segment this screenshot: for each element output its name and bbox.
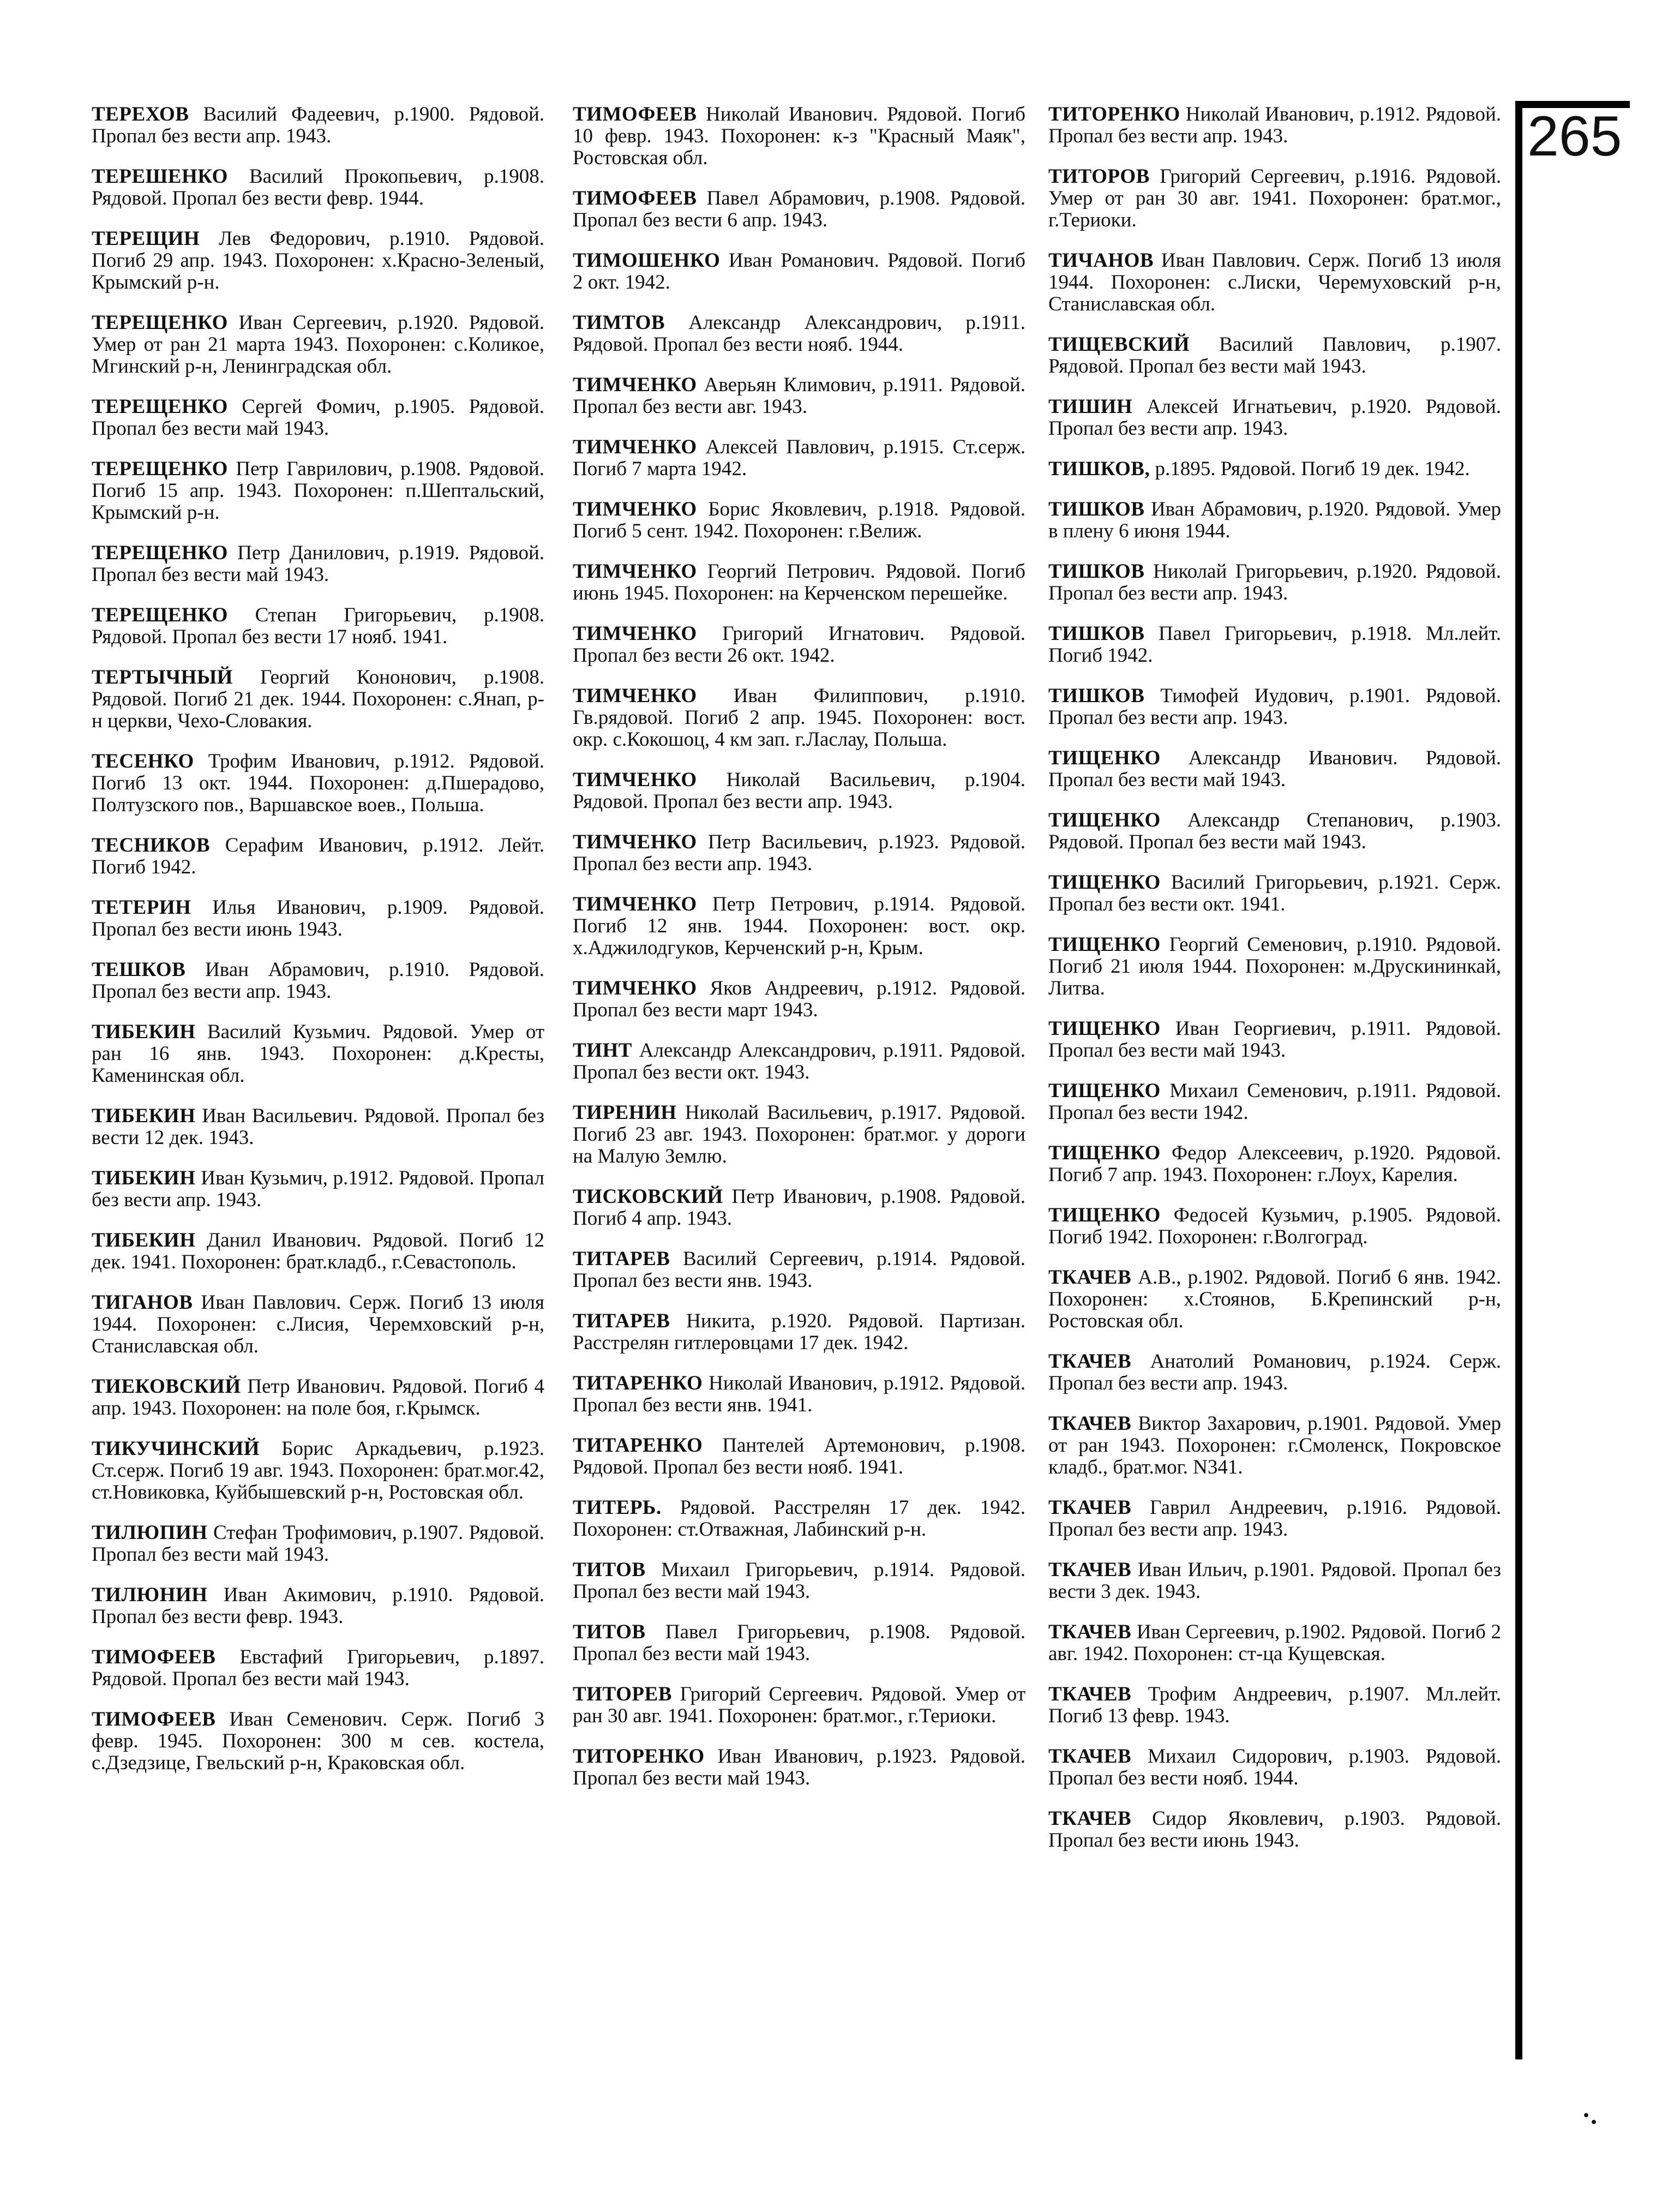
entry-surname: ТИРЕНИН [573, 1101, 677, 1124]
entry-details: Борис Аркадьевич, р.1923. Ст.серж. Погиб 19 авг. 1943. Похоронен: брат.мог.42, ст.Новиковка, Куйбышевский р-н, Ростовская обл. [92, 1438, 544, 1504]
record-entry [573, 1559, 1025, 1603]
entry-details: Иван Иванович, р.1923. Рядовой. Пропал без вести май 1943. [573, 1745, 1025, 1789]
entry-details: Аверьян Климович, р.1911. Рядовой. Пропал без вести авг. 1943. [573, 374, 1026, 418]
record-entry [573, 831, 1025, 875]
entry-details: Георгий Петрович. Рядовой. Погиб июнь 1945. Похоронен: на Керченском перешейке. [573, 560, 1026, 604]
record-entry [92, 1646, 544, 1690]
entry-details: Николай Григорьевич, р.1920. Рядовой. Пропал без вести апр. 1943. [1048, 560, 1502, 604]
entry-details: Петр Петрович, р.1914. Рядовой. Погиб 12 янв. 1944. Похоронен: вост. окр. х.Аджилодгуков, Керченский р-н, Крым. [573, 893, 1025, 959]
record-entry [1048, 1684, 1501, 1727]
entry-details: Яков Андреевич, р.1912. Рядовой. Пропал без вести март 1943. [573, 977, 1025, 1021]
entry-surname: ТИМЧЕНКО [573, 436, 697, 458]
entry-details: Георгий Семенович, р.1910. Рядовой. Погиб 21 июля 1944. Похоронен: м.Друскининкай, Литва. [1048, 933, 1501, 999]
entry-details: Павел Григорьевич, р.1908. Рядовой. Пропал без вести май 1943. [573, 1621, 1026, 1665]
record-entry [1048, 1142, 1501, 1186]
record-entry [1048, 1205, 1501, 1248]
entry-surname: ТИШКОВ, [1048, 458, 1150, 480]
record-entry [92, 1230, 544, 1273]
entry-surname: ТИМЧЕНКО [573, 622, 697, 645]
entry-surname: ТИТОРЕВ [573, 1683, 672, 1705]
entry-surname: ТИЩЕНКО [1048, 871, 1161, 894]
entry-details: Александр Александрович, р.1911. Рядовой. Пропал без вести нояб. 1944. [573, 312, 1025, 356]
entry-surname: ТИМЧЕНКО [573, 685, 697, 707]
entry-surname: ТКАЧЕВ [1048, 1412, 1132, 1435]
page-number: 265 [1527, 105, 1622, 168]
record-entry [92, 667, 544, 732]
entry-surname: ТИТАРЕНКО [573, 1372, 703, 1394]
record-entry [573, 1684, 1025, 1727]
record-entry [1048, 1351, 1501, 1394]
entry-surname: ТИЕКОВСКИЙ [92, 1375, 241, 1398]
record-entry [1048, 934, 1501, 999]
record-entry [1048, 1746, 1501, 1789]
entry-surname: ТЕРЕЩЕНКО [92, 458, 228, 480]
entry-details: Василий Григорьевич, р.1921. Серж. Пропал без вести окт. 1941. [1048, 871, 1501, 915]
entry-surname: ТИТОРЕНКО [1048, 103, 1180, 125]
entry-surname: ТИЩЕНКО [1048, 747, 1161, 769]
record-entry [1048, 623, 1501, 667]
entry-details: Николай Иванович, р.1912. Рядовой. Пропал без вести апр. 1943. [1048, 103, 1502, 147]
entries-column-3 [1048, 104, 1501, 1870]
entry-details: Иван Абрамович, р.1920. Рядовой. Умер в плену 6 июня 1944. [1048, 498, 1501, 542]
entry-details: Павел Абрамович, р.1908. Рядовой. Пропал без вести 6 апр. 1943. [573, 187, 1025, 231]
entry-details: Николай Васильевич, р.1917. Рядовой. Погиб 23 авг. 1943. Похоронен: брат.мог. у дороги на Малую Землю. [573, 1101, 1026, 1167]
record-entry [92, 458, 544, 524]
entry-details: Георгий Кононович, р.1908. Рядовой. Погиб 21 дек. 1944. Похоронен: с.Янап, р-н церкви, Чехо-Словакия. [92, 666, 544, 732]
record-entry [1048, 458, 1501, 480]
entry-surname: ТИЧАНОВ [1048, 249, 1154, 272]
record-entry [92, 1709, 544, 1774]
entry-details: Иван Семенович. Серж. Погиб 3 февр. 1945. Похоронен: 300 м сев. костела, с.Дзедзице, Гвельский р-н, Краковская обл. [92, 1708, 545, 1774]
record-entry [573, 685, 1025, 751]
entry-surname: ТИБЕКИН [92, 1105, 196, 1127]
entry-details: Евстафий Григорьевич, р.1897. Рядовой. Пропал без вести май 1943. [92, 1646, 544, 1690]
record-entry [573, 1248, 1025, 1292]
entry-surname: ТИМОФЕЕВ [92, 1708, 216, 1730]
entry-details: Василий Прокопьевич, р.1908. Рядовой. Пропал без вести февр. 1944. [92, 165, 544, 209]
entry-details: Федосей Кузьмич, р.1905. Рядовой. Погиб 1942. Похоронен: г.Волгоград. [1048, 1204, 1501, 1248]
record-entry [92, 897, 544, 941]
record-entry [1048, 1497, 1501, 1541]
record-entry [92, 104, 544, 147]
record-entry [573, 1373, 1025, 1416]
entry-surname: ТЕРЕЩЕНКО [92, 312, 228, 334]
entry-details: Петр Данилович, р.1919. Рядовой. Пропал без вести май 1943. [92, 542, 544, 586]
record-entry [573, 894, 1025, 959]
record-entry [573, 1102, 1025, 1167]
record-entry [92, 166, 544, 209]
entry-details: Анатолий Романович, р.1924. Серж. Пропал без вести апр. 1943. [1048, 1350, 1502, 1394]
entry-details: Николай Иванович. Рядовой. Погиб 10 февр. 1943. Похоронен: к-з "Красный Маяк", Ростовская обл. [573, 103, 1025, 169]
entry-details: Михаил Сидорович, р.1903. Рядовой. Пропал без вести нояб. 1944. [1048, 1745, 1501, 1789]
record-entry [1048, 1413, 1501, 1478]
entry-details: Степан Григорьевич, р.1908. Рядовой. Пропал без вести 17 нояб. 1941. [92, 604, 544, 648]
record-entry [1048, 685, 1501, 729]
entry-surname: ТКАЧЕВ [1048, 1496, 1132, 1519]
entry-details: Александр Иванович. Рядовой. Пропал без вести май 1943. [1048, 747, 1501, 791]
record-entry [573, 374, 1025, 418]
record-entry [573, 623, 1025, 667]
entry-surname: ТИМОФЕЕВ [92, 1646, 216, 1668]
record-entry [92, 312, 544, 378]
record-entry [92, 751, 544, 816]
entry-surname: ТИШКОВ [1048, 622, 1145, 645]
entry-surname: ТИЩЕНКО [1048, 1204, 1161, 1226]
record-entry [573, 1746, 1025, 1789]
entry-details: р.1895. Рядовой. Погиб 19 дек. 1942. [1155, 458, 1470, 480]
entry-details: Рядовой. Расстрелян 17 дек. 1942. Похоронен: ст.Отважная, Лабинский р-н. [573, 1496, 1025, 1541]
entry-details: Сергей Фомич, р.1905. Рядовой. Пропал без вести май 1943. [92, 396, 544, 440]
entry-details: Иван Абрамович, р.1910. Рядовой. Пропал без вести апр. 1943. [92, 959, 544, 1003]
entry-surname: ТИЩЕНКО [1048, 1080, 1161, 1102]
record-entry [92, 959, 544, 1003]
entries-column-1 [92, 104, 544, 1793]
entry-details: Гаврил Андреевич, р.1916. Рядовой. Пропал без вести апр. 1943. [1048, 1496, 1502, 1541]
entry-surname: ТЕРЕШЕНКО [92, 165, 228, 188]
entry-surname: ТИТОВ [573, 1621, 646, 1643]
entry-details: Трофим Андреевич, р.1907. Мл.лейт. Погиб 13 февр. 1943. [1048, 1683, 1502, 1727]
record-entry [92, 1292, 544, 1357]
entry-surname: ТИЩЕНКО [1048, 933, 1161, 956]
record-entry [1048, 747, 1501, 791]
record-entry [1048, 166, 1501, 231]
record-entry [573, 1435, 1025, 1478]
entry-surname: ТКАЧЕВ [1048, 1559, 1132, 1581]
entry-details: Василий Сергеевич, р.1914. Рядовой. Пропал без вести янв. 1943. [573, 1248, 1025, 1292]
record-entry [573, 312, 1025, 356]
record-entry [92, 1167, 544, 1211]
entry-details: Алексей Игнатьевич, р.1920. Рядовой. Пропал без вести апр. 1943. [1048, 396, 1502, 440]
entry-surname: ТЕШКОВ [92, 959, 186, 981]
entry-surname: ТЕСЕНКО [92, 750, 194, 772]
entry-surname: ТИТОВ [573, 1559, 646, 1581]
record-entry [573, 1186, 1025, 1230]
entry-details: Никита, р.1920. Рядовой. Партизан. Расстрелян гитлеровцами 17 дек. 1942. [573, 1310, 1025, 1354]
record-entry [92, 1438, 544, 1504]
record-entry [573, 1497, 1025, 1541]
entry-surname: ТИШКОВ [1048, 685, 1145, 707]
entry-details: Иван Романович. Рядовой. Погиб 2 окт. 1942. [573, 249, 1025, 294]
record-entry [573, 1310, 1025, 1354]
entry-surname: ТЕРЕХОВ [92, 103, 189, 125]
entry-details: Иван Кузьмич, р.1912. Рядовой. Пропал без вести апр. 1943. [92, 1167, 544, 1211]
record-entry [573, 499, 1025, 542]
record-entry [92, 604, 544, 648]
record-entry [1048, 396, 1501, 440]
record-entry [1048, 1621, 1501, 1665]
entry-surname: ТИТАРЕНКО [573, 1434, 703, 1457]
record-entry [1048, 1808, 1501, 1852]
record-entry [573, 436, 1025, 480]
entry-details: Сидор Яковлевич, р.1903. Рядовой. Пропал без вести июнь 1943. [1048, 1807, 1502, 1852]
record-entry [573, 978, 1025, 1021]
record-entry [1048, 810, 1501, 853]
entry-surname: ТИШИН [1048, 396, 1133, 418]
record-entry [92, 1584, 544, 1628]
entry-surname: ТИМОФЕЕВ [573, 103, 697, 125]
entry-surname: ТИМЧЕНКО [573, 977, 697, 999]
entry-surname: ТКАЧЕВ [1048, 1683, 1132, 1705]
entry-surname: ТИМЧЕНКО [573, 560, 697, 583]
entry-details: Василий Кузьмич. Рядовой. Умер от ран 16 янв. 1943. Похоронен: д.Кресты, Каменинская обл. [92, 1021, 545, 1087]
entry-details: Иван Сергеевич, р.1920. Рядовой. Умер от ран 21 марта 1943. Похоронен: с.Коликое, Мгинский р-н, Ленинградская обл. [92, 312, 545, 378]
record-entry [573, 250, 1025, 294]
entry-details: Трофим Иванович, р.1912. Рядовой. Погиб 13 окт. 1944. Похоронен: д.Пшерадово, Полтузского пов., Варшавское воев., Польша. [92, 750, 545, 816]
entry-surname: ТИГАНОВ [92, 1291, 193, 1314]
entry-surname: ТИМТОВ [573, 312, 665, 334]
entry-surname: ТИНТ [573, 1039, 632, 1062]
entry-details: Петр Иванович. Рядовой. Погиб 4 апр. 1943. Похоронен: на поле боя, г.Крымск. [92, 1375, 544, 1420]
entry-surname: ТИТОРОВ [1048, 165, 1150, 188]
entry-details: Александр Александрович, р.1911. Рядовой. Пропал без вести окт. 1943. [573, 1039, 1025, 1083]
record-entry [92, 542, 544, 586]
entry-surname: ТИТЕРЬ. [573, 1496, 662, 1519]
entry-details: Иван Ильич, р.1901. Рядовой. Пропал без вести 3 дек. 1943. [1048, 1559, 1502, 1603]
entry-details: Петр Васильевич, р.1923. Рядовой. Пропал без вести апр. 1943. [573, 831, 1025, 875]
entry-details: Илья Иванович, р.1909. Рядовой. Пропал без вести июнь 1943. [92, 896, 544, 941]
record-entry [1048, 1080, 1501, 1124]
entry-surname: ТИЩЕНКО [1048, 1017, 1161, 1040]
entry-surname: ТКАЧЕВ [1048, 1807, 1132, 1830]
entry-details: Лев Федорович, р.1910. Рядовой. Погиб 29 апр. 1943. Похоронен: х.Красно-Зеленый, Крымский р-н. [92, 227, 545, 294]
entry-details: Михаил Григорьевич, р.1914. Рядовой. Пропал без вести май 1943. [573, 1559, 1025, 1603]
entry-surname: ТИМЧЕНКО [573, 498, 697, 520]
record-entry [92, 1376, 544, 1420]
entry-details: Григорий Сергеевич, р.1916. Рядовой. Умер от ран 30 авг. 1941. Похоронен: брат.мог., г.Териоки. [1048, 165, 1501, 231]
entry-details: Григорий Игнатович. Рядовой. Пропал без вести 26 окт. 1942. [573, 622, 1025, 667]
entry-surname: ТИТАРЕВ [573, 1248, 670, 1270]
entry-details: Василий Павлович, р.1907. Рядовой. Пропал без вести май 1943. [1048, 333, 1501, 378]
entry-surname: ТКАЧЕВ [1048, 1621, 1132, 1643]
entry-details: Василий Фадеевич, р.1900. Рядовой. Пропал без вести апр. 1943. [92, 103, 544, 147]
entry-surname: ТИБЕКИН [92, 1167, 196, 1189]
entry-surname: ТИБЕКИН [92, 1229, 196, 1251]
entry-surname: ТЕРЕЩЕНКО [92, 542, 228, 564]
record-entry [1048, 334, 1501, 378]
entry-surname: ТЕРЕЩИН [92, 227, 200, 250]
record-entry [92, 396, 544, 440]
record-entry [573, 104, 1025, 169]
entry-surname: ТКАЧЕВ [1048, 1266, 1132, 1289]
entry-surname: ТЕРЕЩЕНКО [92, 604, 228, 626]
entry-details: Иван Павлович. Серж. Погиб 13 июля 1944. Похоронен: с.Лиски, Черемуховский р-н, Станиславская обл. [1048, 249, 1501, 315]
entry-details: Пантелей Артемонович, р.1908. Рядовой. Пропал без вести нояб. 1941. [573, 1434, 1026, 1478]
record-entry [573, 1621, 1025, 1665]
record-entry [92, 1021, 544, 1087]
record-entry [573, 1040, 1025, 1083]
entry-details: Стефан Трофимович, р.1907. Рядовой. Пропал без вести май 1943. [92, 1522, 544, 1566]
entry-surname: ТЕРТЫЧНЫЙ [92, 666, 233, 688]
entry-details: Федор Алексеевич, р.1920. Рядовой. Погиб 7 апр. 1943. Похоронен: г.Лоух, Карелия. [1048, 1142, 1502, 1186]
entry-details: Борис Яковлевич, р.1918. Рядовой. Погиб 5 сент. 1942. Похоронен: г.Велиж. [573, 498, 1025, 542]
entry-details: Тимофей Иудович, р.1901. Рядовой. Пропал без вести апр. 1943. [1048, 685, 1501, 729]
entry-surname: ТИМЧЕНКО [573, 374, 697, 396]
entry-surname: ТИЩЕНКО [1048, 809, 1161, 831]
entry-details: Виктор Захарович, р.1901. Рядовой. Умер от ран 1943. Похоронен: г.Смоленск, Покровское кладб., брат.мог. N341. [1048, 1412, 1502, 1478]
record-entry [92, 228, 544, 294]
entry-details: Серафим Иванович, р.1912. Лейт. Погиб 1942. [92, 834, 544, 878]
entry-surname: ТИСКОВСКИЙ [573, 1185, 723, 1208]
entry-details: Григорий Сергеевич. Рядовой. Умер от ран 30 авг. 1941. Похоронен: брат.мог., г.Териоки. [573, 1683, 1025, 1727]
record-entry [573, 561, 1025, 604]
entry-surname: ТИМОШЕНКО [573, 249, 721, 272]
entry-details: Иван Павлович. Серж. Погиб 13 июля 1944. Похоронен: с.Лисия, Черемховский р-н, Станиславская обл. [92, 1291, 544, 1357]
entry-details: Иван Сергеевич, р.1902. Рядовой. Погиб 2 авг. 1942. Похоронен: ст-ца Кущевская. [1048, 1621, 1502, 1665]
entry-surname: ТИМОФЕЕВ [573, 187, 697, 209]
entry-details: А.В., р.1902. Рядовой. Погиб 6 янв. 1942. Похоронен: х.Стоянов, Б.Крепинский р-н, Ростовская обл. [1048, 1266, 1502, 1332]
entry-surname: ТЕРЕЩЕНКО [92, 396, 228, 418]
record-entry [1048, 1267, 1501, 1332]
entry-surname: ТЕТЕРИН [92, 896, 191, 919]
entry-details: Алексей Павлович, р.1915. Ст.серж. Погиб 7 марта 1942. [573, 436, 1026, 480]
record-entry [1048, 1559, 1501, 1603]
record-entry [573, 769, 1025, 813]
record-entry [92, 1522, 544, 1566]
entry-surname: ТИШКОВ [1048, 498, 1145, 520]
entry-details: Иван Васильевич. Рядовой. Пропал без вести 12 дек. 1943. [92, 1105, 544, 1149]
corner-mark: ·. [1582, 2101, 1598, 2130]
entry-details: Николай Васильевич, р.1904. Рядовой. Пропал без вести апр. 1943. [573, 769, 1026, 813]
entry-surname: ТИЩЕВСКИЙ [1048, 333, 1190, 356]
entry-surname: ТИТАРЕВ [573, 1310, 670, 1332]
entry-details: Иван Филиппович, р.1910. Гв.рядовой. Погиб 2 апр. 1945. Похоронен: вост. окр. с.Кокошоц, 4 км зап. г.Ласлау, Польша. [573, 685, 1025, 751]
entry-details: Иван Акимович, р.1910. Рядовой. Пропал без вести февр. 1943. [92, 1584, 545, 1628]
entry-surname: ТИМЧЕНКО [573, 769, 697, 791]
entry-surname: ТИКУЧИНСКИЙ [92, 1438, 260, 1460]
record-entry [1048, 250, 1501, 315]
entry-surname: ТИЩЕНКО [1048, 1142, 1161, 1164]
entry-surname: ТИБЕКИН [92, 1021, 196, 1043]
entry-details: Александр Степанович, р.1903. Рядовой. Пропал без вести май 1943. [1048, 809, 1501, 853]
record-entry [1048, 104, 1501, 147]
entry-surname: ТКАЧЕВ [1048, 1745, 1132, 1768]
record-entry [573, 188, 1025, 231]
entry-details: Павел Григорьевич, р.1918. Мл.лейт. Погиб 1942. [1048, 622, 1502, 667]
entry-details: Петр Гаврилович, р.1908. Рядовой. Погиб 15 апр. 1943. Похоронен: п.Шептальский, Крымский р-н. [92, 458, 544, 524]
entry-details: Данил Иванович. Рядовой. Погиб 12 дек. 1941. Похоронен: брат.кладб., г.Севастополь. [92, 1229, 544, 1273]
entry-surname: ТИШКОВ [1048, 560, 1145, 583]
entry-details: Иван Георгиевич, р.1911. Рядовой. Пропал без вести май 1943. [1048, 1017, 1502, 1062]
entry-surname: ТИМЧЕНКО [573, 831, 697, 853]
record-entry [92, 1105, 544, 1149]
entry-details: Петр Иванович, р.1908. Рядовой. Погиб 4 апр. 1943. [573, 1185, 1025, 1230]
entry-surname: ТИЛЮПИН [92, 1522, 208, 1544]
vertical-edge-rule [1515, 101, 1522, 2059]
entry-surname: ТКАЧЕВ [1048, 1350, 1132, 1373]
entry-surname: ТИТОРЕНКО [573, 1745, 705, 1768]
record-entry [92, 835, 544, 878]
record-entry [1048, 499, 1501, 542]
entries-column-2 [573, 104, 1025, 1808]
record-entry [1048, 872, 1501, 915]
entry-details: Николай Иванович, р.1912. Рядовой. Пропал без вести янв. 1941. [573, 1372, 1026, 1416]
entry-details: Михаил Семенович, р.1911. Рядовой. Пропал без вести 1942. [1048, 1080, 1501, 1124]
entry-surname: ТИМЧЕНКО [573, 893, 697, 915]
entry-surname: ТЕСНИКОВ [92, 834, 211, 857]
record-entry [1048, 1018, 1501, 1062]
entry-surname: ТИЛЮНИН [92, 1584, 208, 1606]
record-entry [1048, 561, 1501, 604]
